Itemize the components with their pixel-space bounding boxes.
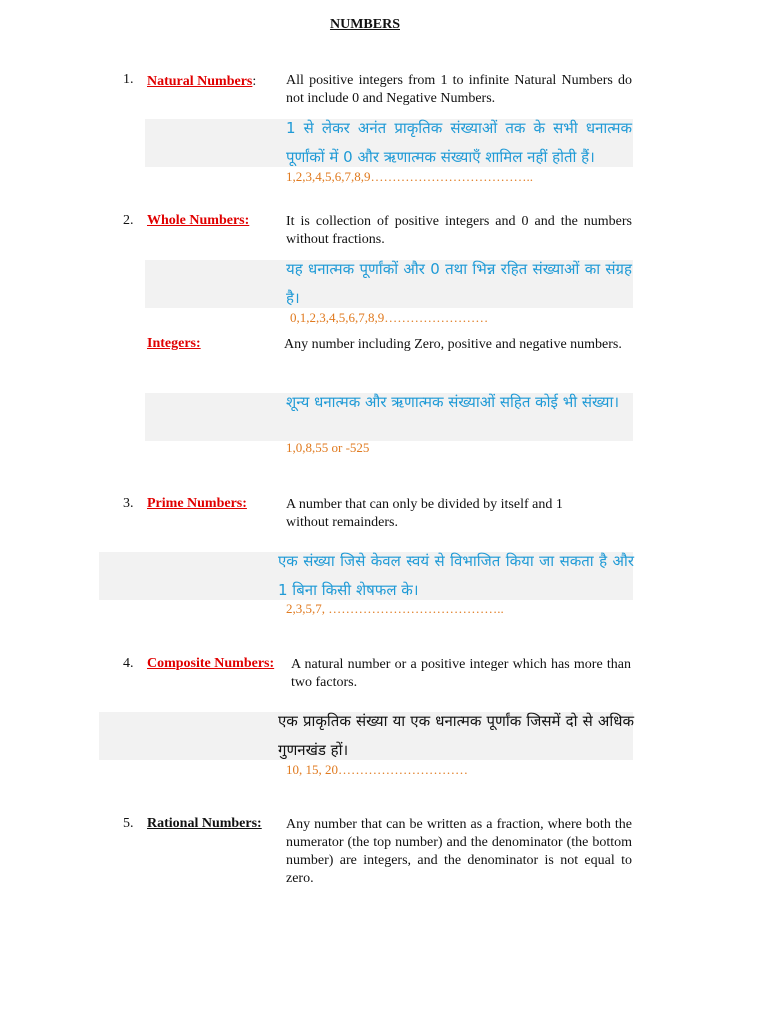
hindi-prime-numbers: एक संख्या जिसे केवल स्वयं से विभाजित किया जा सकता है और 1 बिना किसी शेषफल के। <box>278 552 634 599</box>
definition-integers: Any number including Zero, positive and negative numbers. <box>284 337 622 352</box>
section-number: 1. <box>123 72 134 87</box>
hindi-composite-numbers: एक प्राकृतिक संख्या या एक धनात्मक पूर्णांक जिसमें दो से अधिक गुणनखंड हों। <box>278 712 634 759</box>
example-whole-numbers: 0,1,2,3,4,5,6,7,8,9…………………… <box>290 310 489 325</box>
definition-rational-numbers: Any number that can be written as a fraction, where both the numerator (the top number) and the denominator (the bottom number) are integers, and the denominator is not equal to zero. <box>286 817 632 886</box>
page-title: NUMBERS <box>329 17 400 32</box>
definition-whole-numbers: It is collection of positive integers and 0 and the numbers without fractions. <box>286 214 632 247</box>
example-prime-numbers: 2,3,5,7, ………………………………….. <box>286 601 504 616</box>
example-composite-numbers: 10, 15, 20………………………… <box>286 762 468 777</box>
section-number: 4. <box>123 656 134 671</box>
section-number: 3. <box>123 496 134 511</box>
section-heading <box>147 72 256 90</box>
example-natural-numbers: 1,2,3,4,5,6,7,8,9……………………………….. <box>286 169 533 184</box>
term-rational-numbers: Rational Numbers: <box>147 816 262 831</box>
term-prime-numbers: Prime Numbers: <box>147 496 247 511</box>
section-number: 5. <box>123 816 134 831</box>
term-natural-numbers: Natural Numbers <box>147 74 253 89</box>
hindi-integers: शून्य धनात्मक और ऋणात्मक संख्याओं सहित कोई भी संख्या। <box>286 393 620 411</box>
term-integers: Integers: <box>147 336 201 351</box>
hindi-natural-numbers: 1 से लेकर अनंत प्राकृतिक संख्याओं तक के सभी धनात्मक पूर्णांकों में 0 और ऋणात्मक संख्याएँ शामिल नहीं होती हैं। <box>286 119 632 166</box>
section-number: 2. <box>123 213 134 228</box>
term-composite-numbers: Composite Numbers: <box>147 656 275 671</box>
definition-composite-numbers: A natural number or a positive integer which has more than two factors. <box>291 657 631 690</box>
term-colon: : <box>252 74 257 89</box>
hindi-whole-numbers: यह धनात्मक पूर्णांकों और 0 तथा भिन्न रहित संख्याओं का संग्रह है। <box>286 260 632 307</box>
definition-natural-numbers: All positive integers from 1 to infinite Natural Numbers do not include 0 and Negative Numbers. <box>286 73 632 106</box>
example-integers: 1,0,8,55 or -525 <box>286 440 370 455</box>
term-whole-numbers: Whole Numbers: <box>147 213 250 228</box>
definition-prime-numbers: A number that can only be divided by itself and 1 without remainders. <box>286 497 563 530</box>
